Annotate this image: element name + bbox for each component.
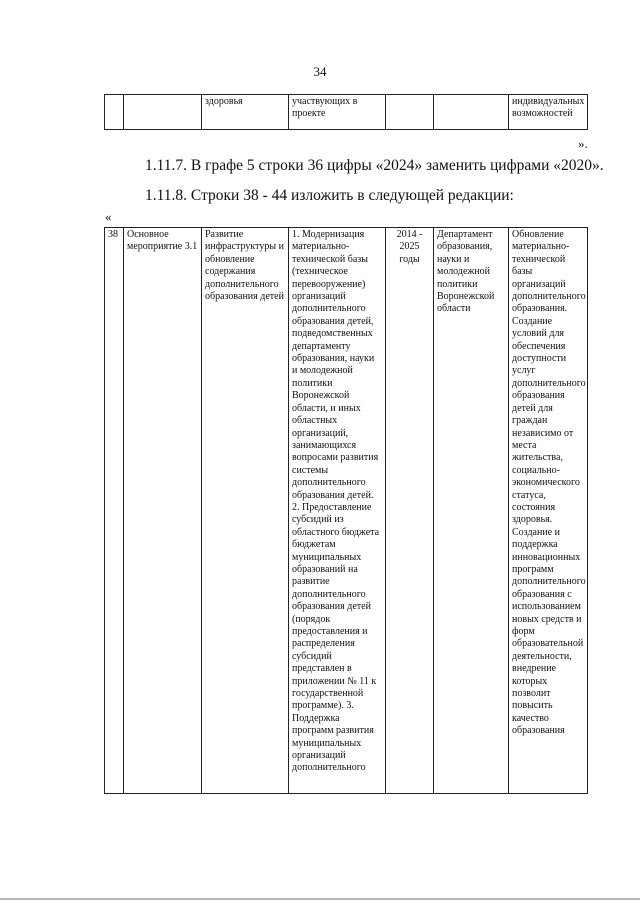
table-cell bbox=[434, 95, 509, 130]
page-number: 34 bbox=[313, 64, 327, 79]
table-row bbox=[105, 228, 588, 794]
expected-result: Обновление материально-технической базы организаций дополнительного образования. Создание условий для обеспечения доступности услуг дополнительного образования детей для граждан независимо от места жительства, социально-экономического статуса, состояния здоровья. Создание и поддержка инновационных программ дополнительного образования с использованием новых средств и форм образовательной деятельности, внедрение которых позволит повысить качество образования bbox=[509, 228, 588, 794]
table-cell: участвующих в проекте bbox=[289, 95, 386, 130]
table-cell bbox=[386, 95, 434, 130]
table-row-38 bbox=[104, 227, 588, 794]
bottom-rule bbox=[0, 898, 640, 900]
table-cell bbox=[124, 95, 202, 130]
paragraph-1-11-8: 1.11.8. Строки 38 - 44 изложить в следующей редакции: bbox=[145, 187, 514, 204]
implementation-years: 2014 - 2025 годы bbox=[386, 228, 434, 794]
activity-type: Основное мероприятие 3.1 bbox=[124, 228, 202, 794]
paragraph-1-11-7: 1.11.7. В графе 5 строки 36 цифры «2024» заменить цифрами «2020». bbox=[145, 157, 604, 174]
table-cell: здоровья bbox=[202, 95, 289, 130]
row-number: 38 bbox=[105, 228, 124, 794]
closing-quote: ». bbox=[578, 136, 588, 151]
activity-name: Развитие инфраструктуры и обновление содержания дополнительного образования детей bbox=[202, 228, 289, 794]
table-row bbox=[105, 95, 588, 130]
opening-quote: « bbox=[105, 209, 112, 224]
executor: Департамент образования, науки и молодежной политики Воронежской области bbox=[434, 228, 509, 794]
table-continuation bbox=[104, 94, 588, 130]
table-cell: индивидуальных возможностей bbox=[509, 95, 588, 130]
table-cell bbox=[105, 95, 124, 130]
activity-description: 1. Модернизация материально-технической базы (техническое перевооружение) организаций дополнительного образования детей, подведомственных департаменту образования, науки и молодежной политики Воронежской области, и иных областных организаций, занимающихся вопросами развития системы дополнительного образования детей. 2. Предоставление субсидий из областного бюджета бюджетам муниципальных образований на развитие дополнительного образования детей (порядок предоставления и распределения субсидий представлен в приложении № 11 к государственной программе). 3. Поддержка программ развития муниципальных организаций дополнительного bbox=[289, 228, 386, 794]
